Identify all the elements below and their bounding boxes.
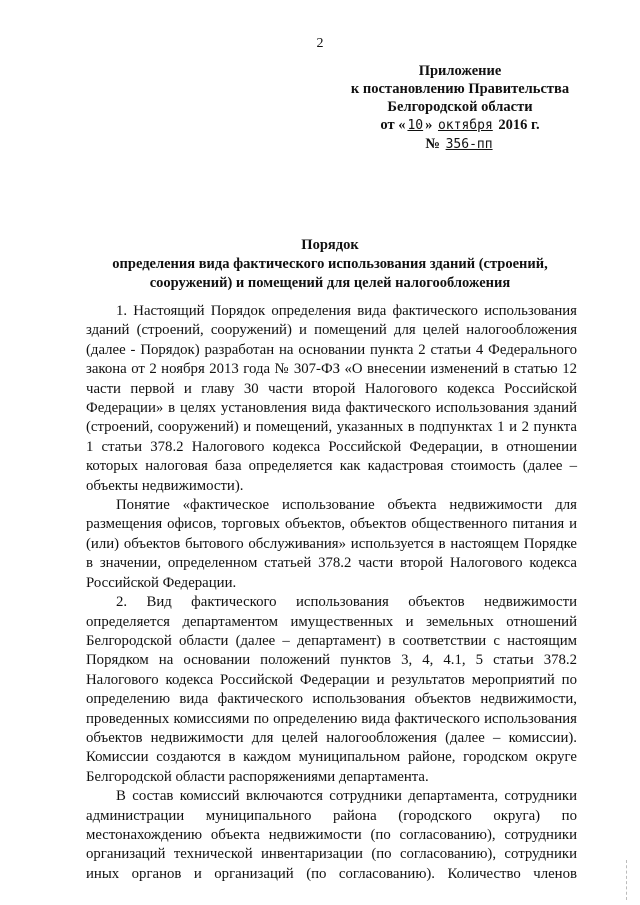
date-day: 10 (407, 118, 424, 133)
appendix-region-line: Белгородской области (387, 99, 533, 115)
date-prefix: от « (380, 117, 406, 133)
appendix-resolution-line: к постановлению Правительства (350, 81, 570, 97)
paragraph-1: 1. Настоящий Порядок определения вида фактического использования зданий (строений, сооружений) и помещений для целей налогообложения (далее - Порядок) разработан на основании пункта 2 статьи 4 Федерального закона от 2 ноября 2013 года № 307-ФЗ «О внесении изменений в статью 12 части первой и главу 30 части второй Налогового кодекса Российской Федерации» в целях установления вида фактического использования зданий (строений, сооружений) и помещений, указанных в подпунктах 1 и 2 пункта 1 статьи 378.2 Налогового кодекса Российской Федерации, в отношении которых налоговая база определяется как кадастровая стоимость (далее – объекты недвижимости). (86, 303, 577, 494)
paragraph-2: Понятие «фактическое использование объекта недвижимости для размещения офисов, торговых объектов, объектов общественного питания и (или) объектов бытового обслуживания» используется в настоящем Порядке в значении, определенном статьей 378.2 части второй Налогового кодекса Российской Федерации. (86, 497, 577, 591)
resolution-number: 356-пп (445, 137, 493, 152)
date-year: 2016 г. (498, 117, 540, 133)
appendix-date-line (340, 116, 580, 135)
title-heading: Порядок (301, 237, 359, 253)
date-month: октября (437, 118, 493, 133)
appendix-header (340, 62, 580, 154)
scan-edge-mark (626, 860, 635, 900)
appendix-title: Приложение (418, 63, 502, 79)
title-line-2: определения вида фактического использования зданий (строений, (112, 256, 548, 272)
title-line-3: сооружений) и помещений для целей налогообложения (149, 275, 511, 291)
date-mid: » (425, 117, 433, 133)
page-number: 2 (316, 36, 324, 51)
appendix-number-line (340, 135, 580, 154)
paragraph-3: 2. Вид фактического использования объектов недвижимости определяется департаментом имущественных и земельных отношений Белгородской области (далее – департамент) в соответствии с настоящим Порядком на основании положений пунктов 3, 4, 4.1, 5 статьи 378.2 Налогового кодекса Российской Федерации и результатов мероприятий по определению вида фактического использования объектов недвижимости, проведенных комиссиями по определению вида фактического использования объектов недвижимости для целей налогообложения (далее – комиссии). Комиссии создаются в каждом муниципальном районе, городском округе Белгородской области распоряжениями департамента. (86, 594, 577, 785)
document-body (86, 302, 577, 884)
paragraph-4: В состав комиссий включаются сотрудники департамента, сотрудники администрации муниципального района (городского округа) по местонахождению объекта недвижимости (по согласованию), сотрудники организаций технической инвентаризации (по согласованию), сотрудники иных органов и организаций (по согласованию). Количество членов (86, 788, 577, 882)
number-prefix: № (425, 136, 440, 152)
document-title (80, 236, 580, 293)
